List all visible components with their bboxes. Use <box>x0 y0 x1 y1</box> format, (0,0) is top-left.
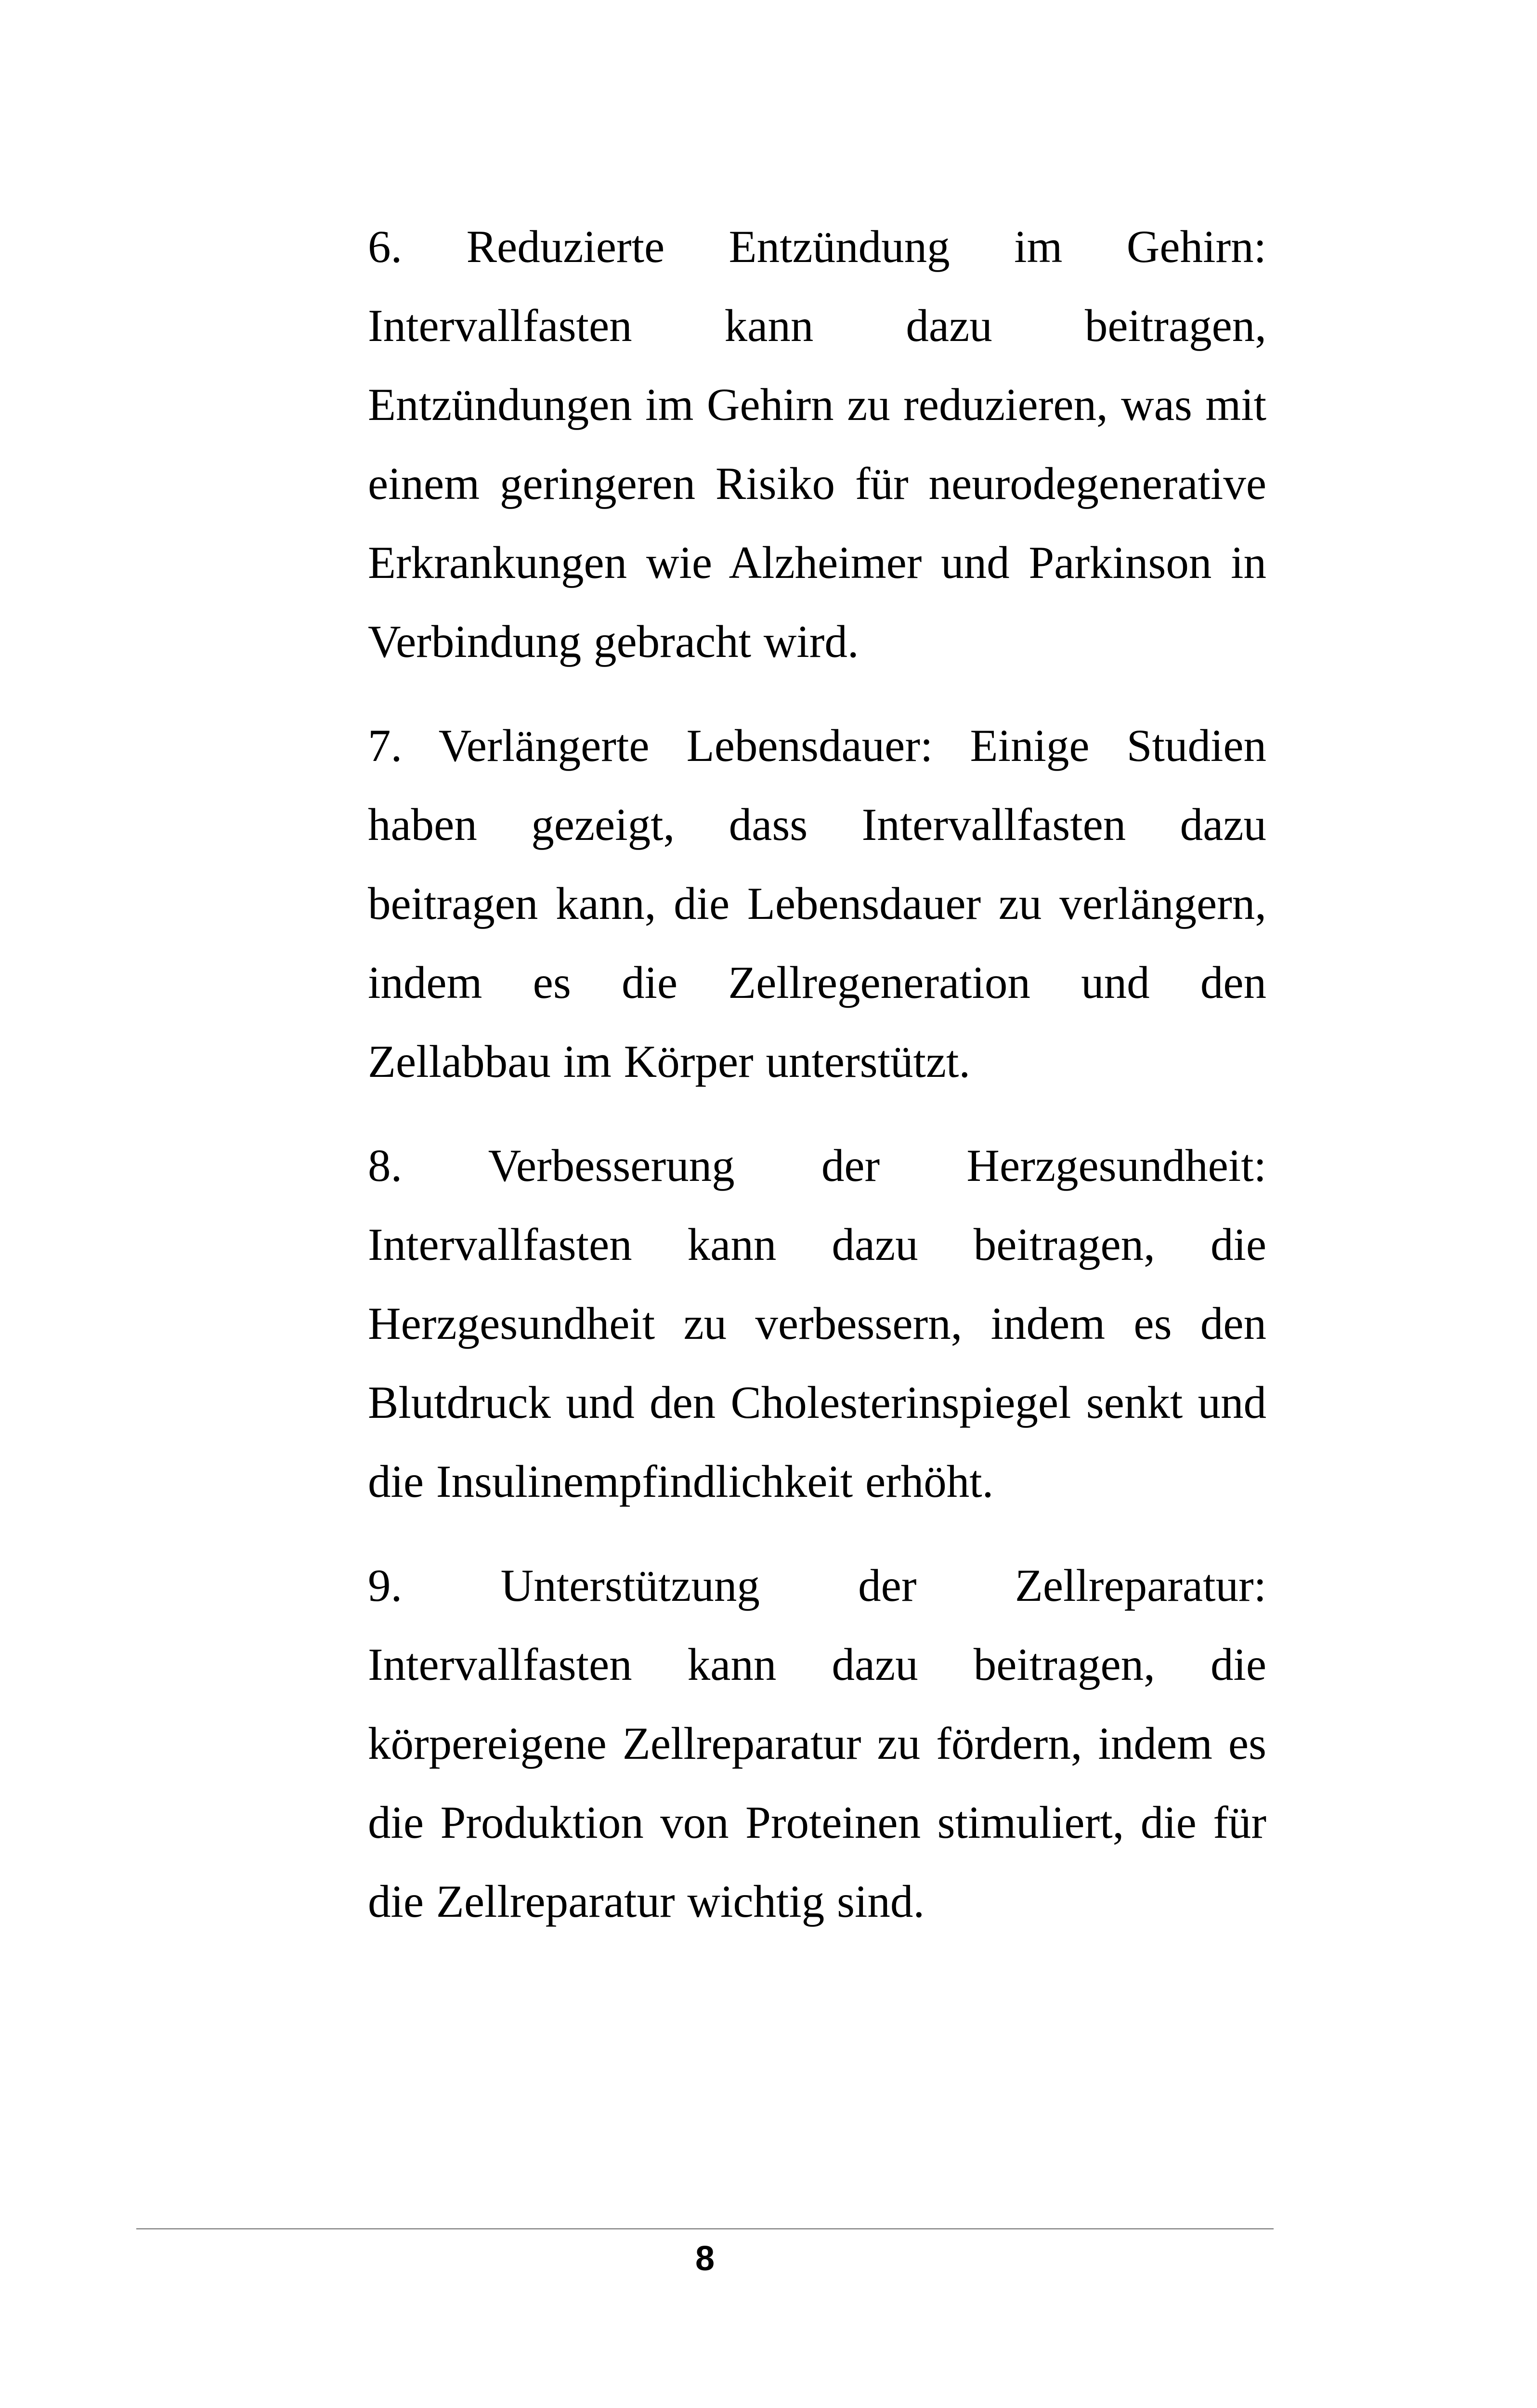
body-text <box>368 207 1266 1966</box>
paragraph-item-6: 6. Reduzierte Entzündung im Gehirn: Intervallfasten kann dazu beitragen, Entzündungen im Gehirn zu reduzieren, was mit einem geringeren Risiko für neurodegenerative Erkrankungen wie Alzheimer und Parkinson in Verbindung gebracht wird. <box>368 221 1266 667</box>
paragraph-item-8: 8. Verbesserung der Herzgesundheit: Intervallfasten kann dazu beitragen, die Herzgesundheit zu verbessern, indem es den Blutdruck und den Cholesterinspiegel senkt und die Insulinempfindlichkeit erhöht. <box>368 1140 1266 1507</box>
paragraph-item-9: 9. Unterstützung der Zellreparatur: Intervallfasten kann dazu beitragen, die körpereigene Zellreparatur zu fördern, indem es die Produktion von Proteinen stimuliert, die für die Zellreparatur wichtig sind. <box>368 1560 1266 1927</box>
footer-divider <box>136 2228 1274 2229</box>
page-number: 8 <box>695 2239 715 2278</box>
paragraph-item-7: 7. Verlängerte Lebensdauer: Einige Studien haben gezeigt, dass Intervallfasten dazu beitragen kann, die Lebensdauer zu verlängern, indem es die Zellregeneration und den Zellabbau im Körper unterstützt. <box>368 720 1266 1087</box>
